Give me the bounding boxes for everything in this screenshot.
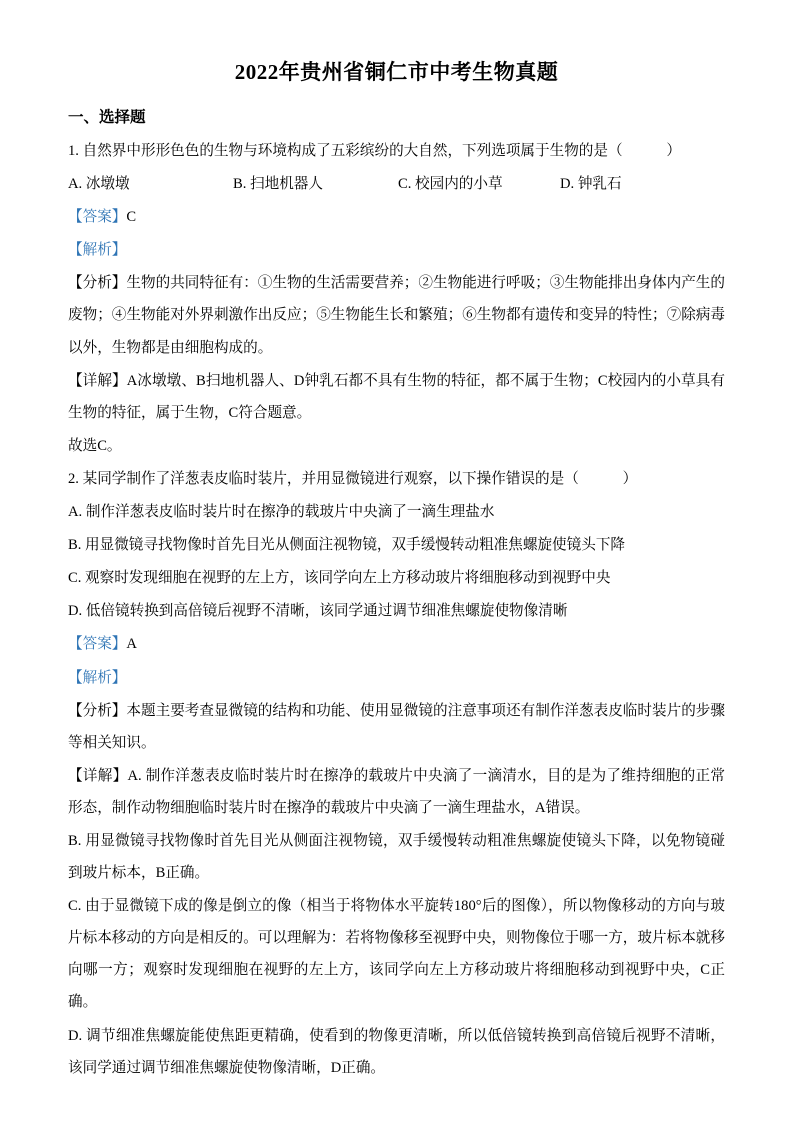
q1-conclusion: 故选C。 (68, 437, 122, 454)
q1-option-b: B. 扫地机器人 (233, 176, 323, 193)
q2-analysis-label: 【解析】 (68, 669, 127, 686)
q2-analysis-paragraph: 【分析】本题主要考查显微镜的结构和功能、使用显微镜的注意事项还有制作洋葱表皮临时装片的步骤等相关知识。 (68, 702, 725, 751)
q1-stem: 1. 自然界中形形色色的生物与环境构成了五彩缤纷的大自然，下列选项属于生物的是（ ） (68, 143, 681, 159)
q2-option-b: B. 用显微镜寻找物像时首先目光从侧面注视物镜，双手缓慢转动粗准焦螺旋使镜头下降 (68, 537, 626, 554)
q2-option-a: A. 制作洋葱表皮临时装片时在擦净的载玻片中央滴了一滴生理盐水 (68, 504, 495, 521)
q1-answer-value: C (126, 209, 137, 226)
q2-option-c: C. 观察时发现细胞在视野的左上方，该同学向左上方移动玻片将细胞移动到视野中央 (68, 570, 611, 587)
q1-answer-line (68, 201, 725, 233)
q1-analysis-label: 【解析】 (68, 242, 127, 259)
q2-detail-c: C. 由于显微镜下成的像是倒立的像（相当于将物体水平旋转180°后的图像），所以物像移动的方向与玻片标本移动的方向是相反的。可以理解为：若将物像移至视野中央，则物像位于哪一方，玻片标本就移向哪一方；观察时发现细胞在视野的左上方，该同学向左上方移动玻片将细胞移动到视野中央，C正确。 (68, 898, 725, 1011)
q1-analysis-paragraph: 【分析】生物的共同特征有：①生物的生活需要营养；②生物能进行呼吸；③生物能排出身体内产生的废物；④生物能对外界刺激作出反应；⑤生物能生长和繁殖；⑥生物都有遗传和变异的特性；⑦除病毒以外，生物都是由细胞构成的。 (68, 275, 725, 356)
q2-option-d: D. 低倍镜转换到高倍镜后视野不清晰，该同学通过调节细准焦螺旋使物像清晰 (68, 603, 568, 620)
q1-option-d: D. 钟乳石 (560, 176, 622, 193)
q1-option-a: A. 冰墩墩 (68, 176, 130, 193)
q2-detail-d: D. 调节细准焦螺旋能使焦距更精确，使看到的物像更清晰，所以低倍镜转换到高倍镜后视野不清晰，该同学通过调节细准焦螺旋使物像清晰，D正确。 (68, 1027, 725, 1076)
q2-answer-line (68, 628, 725, 660)
q2-detail-b: B. 用显微镜寻找物像时首先目光从侧面注视物镜，双手缓慢转动粗准焦螺旋使镜头下降，以免物镜碰到玻片标本，B正确。 (68, 832, 725, 882)
q2-analysis-label-line (68, 662, 725, 694)
page-title: 2022年贵州省铜仁市中考生物真题 (234, 60, 559, 84)
q1-answer-label: 【答案】 (68, 209, 127, 226)
q2-detail-a: 【详解】A. 制作洋葱表皮临时装片时在擦净的载玻片中央滴了一滴清水，目的是为了维持细胞的正常形态，制作动物细胞临时装片时在擦净的载玻片中央滴了一滴生理盐水，A错误。 (68, 767, 725, 816)
q2-answer-value: A (126, 636, 137, 653)
q2-answer-label: 【答案】 (68, 636, 127, 653)
q1-analysis-label-line (68, 234, 725, 266)
q1-options-row (68, 168, 725, 200)
section-heading: 一、选择题 (68, 109, 146, 126)
q2-stem: 2. 某同学制作了洋葱表皮临时装片，并用显微镜进行观察，以下操作错误的是（ ） (68, 470, 638, 487)
q1-option-c: C. 校园内的小草 (398, 176, 503, 193)
q1-detail-paragraph: 【详解】A冰墩墩、B扫地机器人、D钟乳石都不具有生物的特征，都不属于生物；C校园内的小草具有生物的特征，属于生物，C符合题意。 (68, 372, 725, 421)
